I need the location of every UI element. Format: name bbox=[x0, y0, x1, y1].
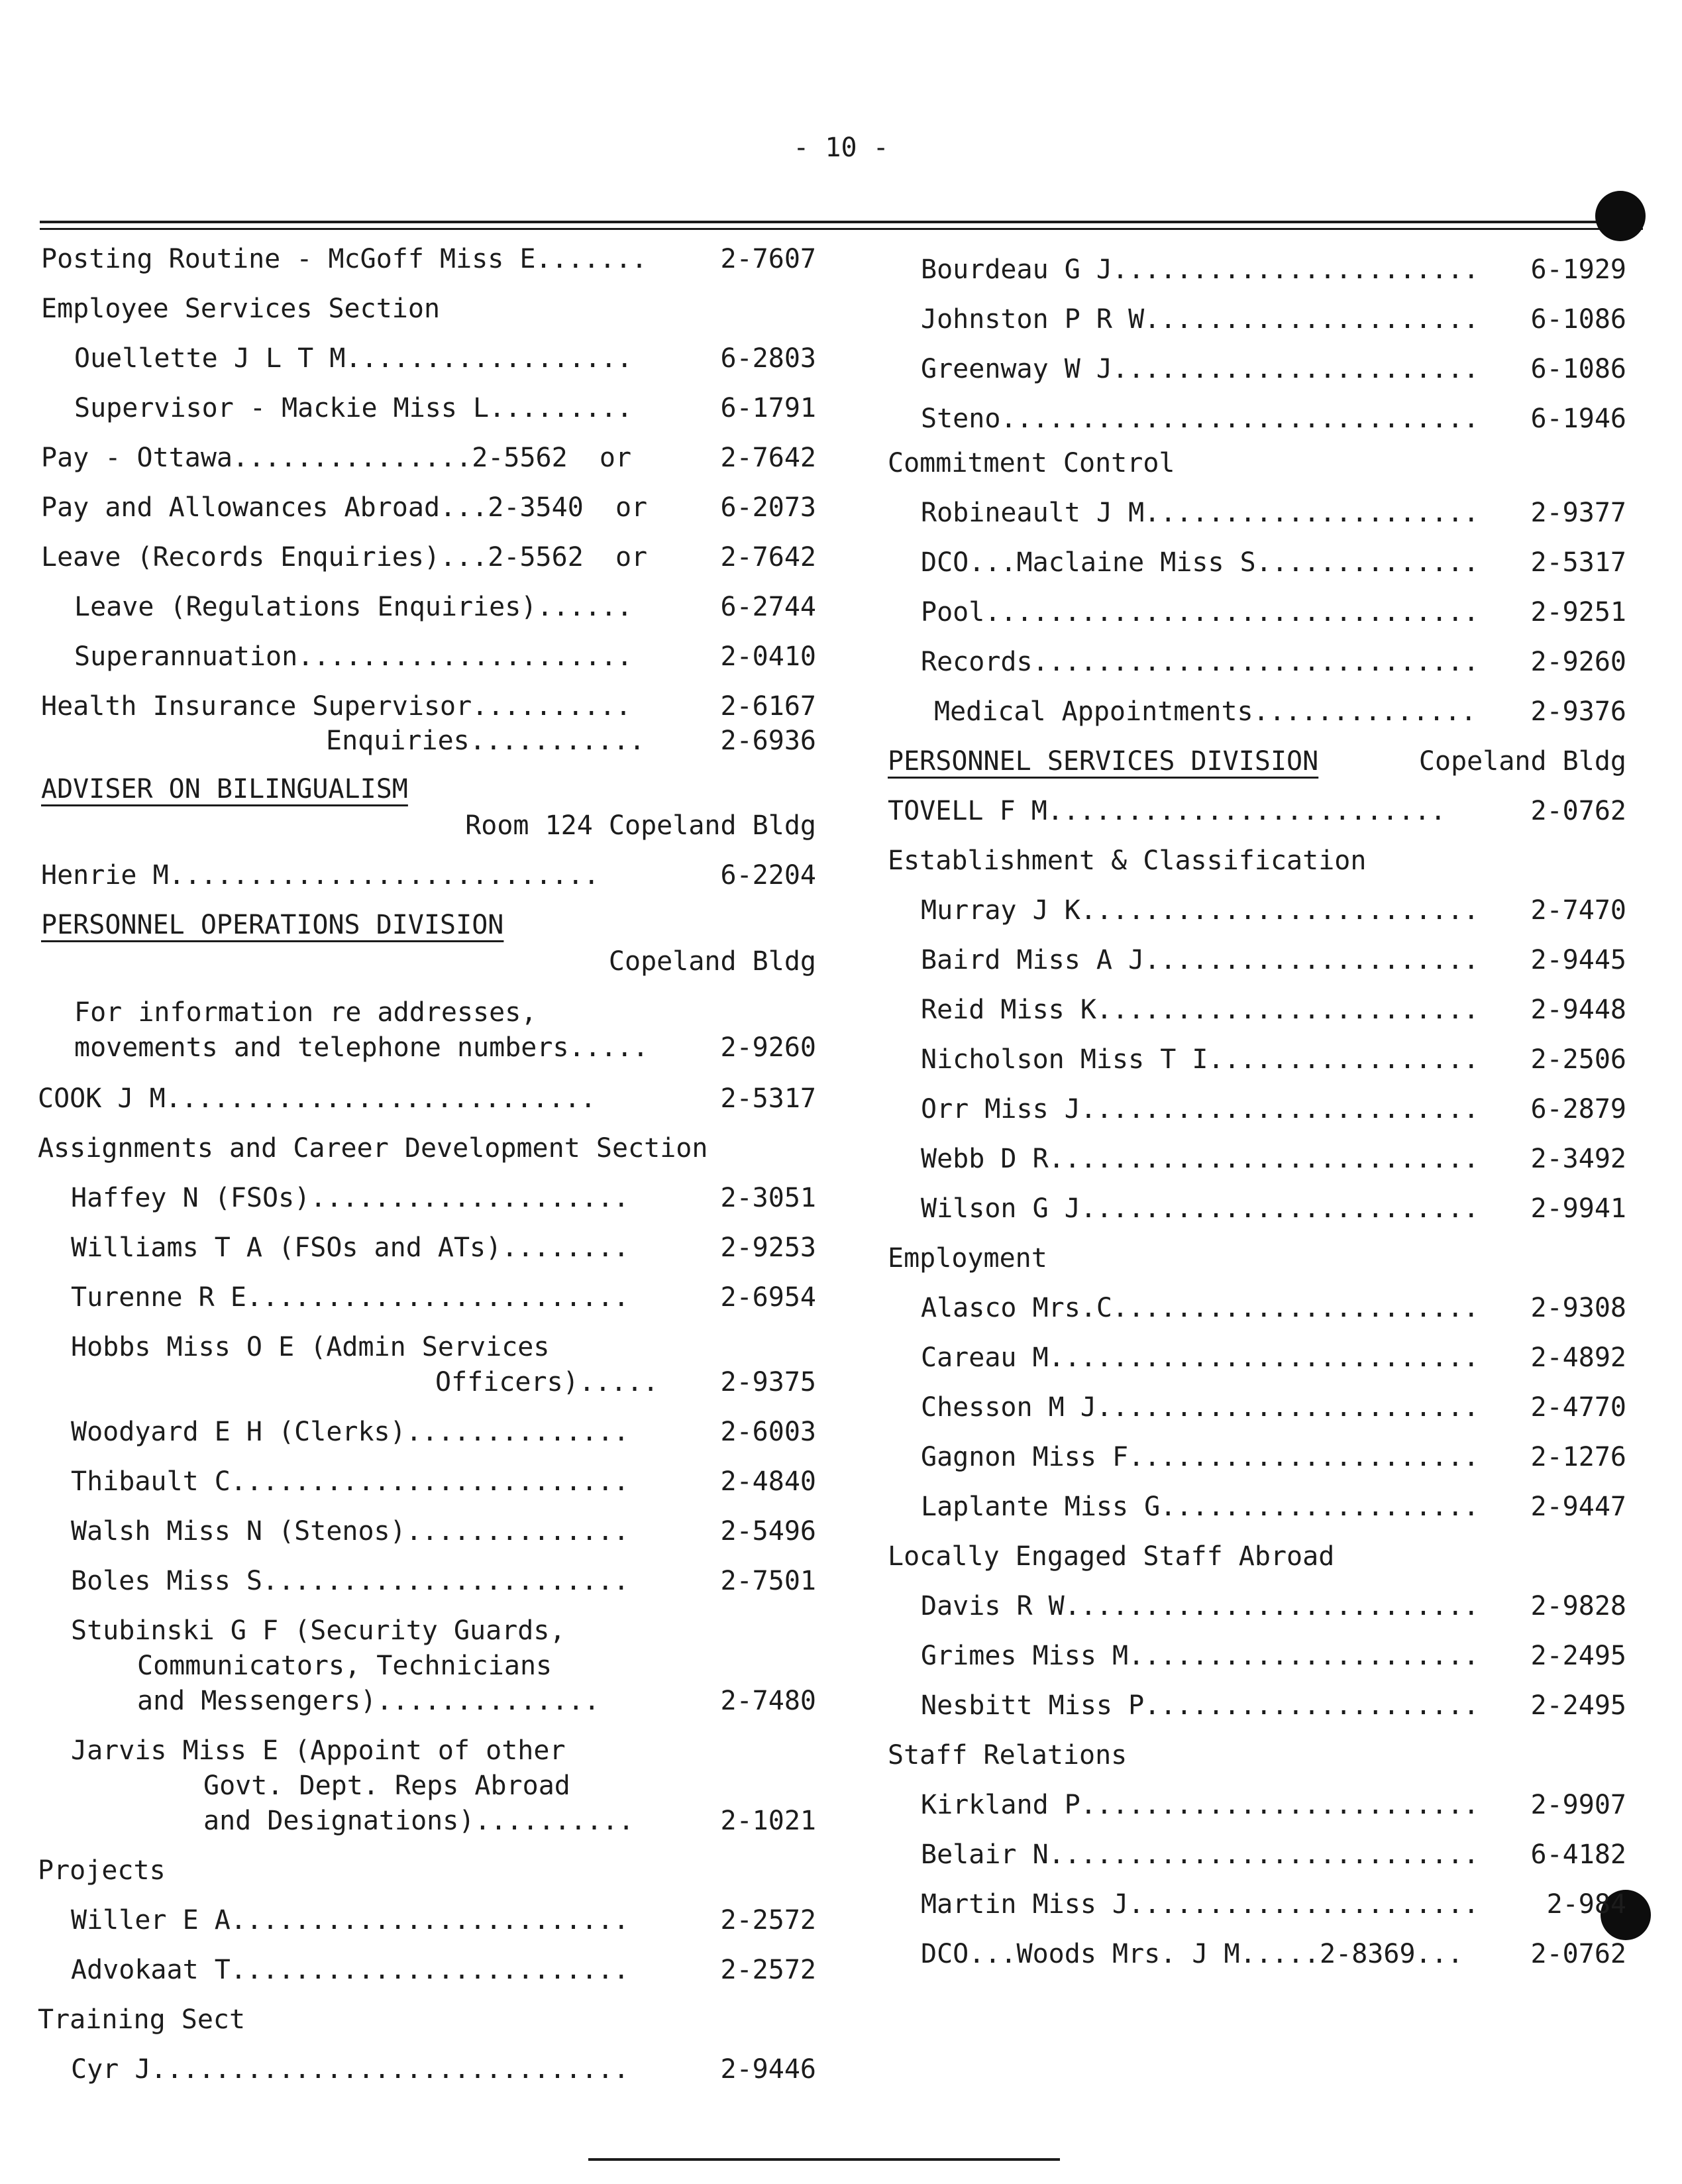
directory-entry bbox=[884, 1690, 1626, 1721]
directory-entry bbox=[34, 1905, 816, 1936]
directory-entry bbox=[34, 1686, 816, 1716]
entry-name: COOK J M........................... bbox=[38, 1083, 596, 1114]
directory-entry bbox=[884, 1839, 1626, 1870]
section-heading: ADVISER ON BILINGUALISM bbox=[41, 774, 408, 804]
phone-extension: 2-9445 bbox=[1530, 945, 1626, 975]
phone-extension: 2-9941 bbox=[1530, 1193, 1626, 1224]
entry-name: Robineault J M..................... bbox=[921, 498, 1479, 528]
directory-entry bbox=[34, 592, 816, 622]
phone-extension: 2-9377 bbox=[1530, 498, 1626, 528]
entry-name: Posting Routine - McGoff Miss E....... bbox=[41, 244, 648, 274]
directory-entry bbox=[884, 1243, 1626, 1274]
section-heading: For information re addresses, bbox=[74, 997, 537, 1028]
directory-entry bbox=[884, 1641, 1626, 1671]
section-heading: PERSONNEL OPERATIONS DIVISION bbox=[41, 910, 504, 940]
directory-entry bbox=[884, 647, 1626, 677]
entry-name: Martin Miss J...................... bbox=[921, 1889, 1479, 1920]
directory-entry bbox=[34, 1417, 816, 1447]
entry-name: Thibault C......................... bbox=[71, 1466, 629, 1497]
entry-name: Advokaat T......................... bbox=[71, 1955, 629, 1985]
top-rule bbox=[40, 221, 1643, 230]
directory-entry bbox=[884, 796, 1626, 826]
section-heading: Jarvis Miss E (Appoint of other bbox=[71, 1735, 566, 1766]
entry-name: Williams T A (FSOs and ATs)........ bbox=[71, 1232, 629, 1263]
entry-name: PERSONNEL SERVICES DIVISION bbox=[888, 746, 1319, 777]
entry-name: Supervisor - Mackie Miss L......... bbox=[74, 393, 633, 423]
directory-entry bbox=[884, 1939, 1626, 1969]
directory-entry bbox=[34, 492, 816, 523]
directory-entry bbox=[34, 542, 816, 573]
entry-name: Reid Miss K........................ bbox=[921, 995, 1479, 1025]
entry-name: Medical Appointments.............. bbox=[934, 696, 1477, 727]
directory-entry bbox=[884, 404, 1626, 434]
directory-entry bbox=[34, 2054, 816, 2085]
entry-name: Nesbitt Miss P..................... bbox=[921, 1690, 1479, 1721]
phone-extension: 2-4840 bbox=[720, 1466, 816, 1497]
phone-extension: 2-9448 bbox=[1530, 995, 1626, 1025]
phone-extension: 2-9447 bbox=[1530, 1492, 1626, 1522]
phone-extension: 6-2744 bbox=[720, 592, 816, 622]
entry-name: Nicholson Miss T I................. bbox=[921, 1044, 1479, 1075]
directory-entry bbox=[884, 1591, 1626, 1621]
directory-entry bbox=[884, 1342, 1626, 1373]
phone-extension: 2-2572 bbox=[720, 1905, 816, 1936]
phone-extension: 2-9446 bbox=[720, 2054, 816, 2085]
entry-name: Officers)..... bbox=[435, 1367, 659, 1397]
section-heading: Copeland Bldg bbox=[608, 946, 816, 977]
entry-name: TOVELL F M......................... bbox=[888, 796, 1446, 826]
entry-name: Orr Miss J......................... bbox=[921, 1094, 1479, 1124]
bottom-rule bbox=[588, 2158, 1060, 2161]
directory-entry bbox=[34, 1516, 816, 1547]
directory-entry bbox=[34, 244, 816, 274]
directory-entry bbox=[884, 746, 1626, 777]
phone-extension: 2-6003 bbox=[720, 1417, 816, 1447]
entry-name: Health Insurance Supervisor.......... bbox=[41, 691, 632, 722]
phone-extension: 2-7480 bbox=[720, 1686, 816, 1716]
directory-entry bbox=[34, 810, 816, 841]
phone-extension: 2-7501 bbox=[720, 1566, 816, 1596]
phone-extension: 6-4182 bbox=[1530, 1839, 1626, 1870]
directory-entry bbox=[34, 393, 816, 423]
page-number: - 10 - bbox=[793, 133, 889, 163]
entry-name: Haffey N (FSOs).................... bbox=[71, 1183, 629, 1213]
directory-entry bbox=[884, 1740, 1626, 1771]
entry-name: Pool............................... bbox=[921, 597, 1479, 628]
entry-name: Baird Miss A J..................... bbox=[921, 945, 1479, 975]
directory-entry bbox=[34, 1232, 816, 1263]
section-heading: Locally Engaged Staff Abroad bbox=[888, 1541, 1335, 1572]
directory-entry bbox=[34, 1032, 816, 1063]
entry-name: Pay and Allowances Abroad...2-3540 or bbox=[41, 492, 648, 523]
entry-name: Superannuation..................... bbox=[74, 641, 633, 672]
directory-entry bbox=[34, 1566, 816, 1596]
phone-extension: 2-9376 bbox=[1530, 696, 1626, 727]
entry-name: Laplante Miss G.................... bbox=[921, 1492, 1479, 1522]
directory-entry bbox=[884, 354, 1626, 384]
directory-entry bbox=[884, 304, 1626, 335]
phone-extension: 2-9253 bbox=[720, 1232, 816, 1263]
phone-extension: 6-1086 bbox=[1530, 304, 1626, 335]
entry-name: Davis R W.......................... bbox=[921, 1591, 1479, 1621]
directory-entry bbox=[884, 895, 1626, 926]
section-heading: Employee Services Section bbox=[41, 294, 441, 324]
entry-name: Greenway W J....................... bbox=[921, 354, 1479, 384]
entry-name: Kirkland P......................... bbox=[921, 1790, 1479, 1820]
directory-entry bbox=[34, 1332, 816, 1362]
directory-entry bbox=[884, 1144, 1626, 1174]
phone-extension: 2-2495 bbox=[1530, 1641, 1626, 1671]
entry-name: and Messengers).............. bbox=[137, 1686, 600, 1716]
section-heading: Room 124 Copeland Bldg bbox=[465, 810, 816, 841]
phone-extension: 2-1021 bbox=[720, 1806, 816, 1836]
phone-extension: 2-2495 bbox=[1530, 1690, 1626, 1721]
entry-name: Records............................ bbox=[921, 647, 1479, 677]
directory-entry bbox=[884, 547, 1626, 578]
phone-extension: 2-2506 bbox=[1530, 1044, 1626, 1075]
phone-extension: Copeland Bldg bbox=[1418, 746, 1626, 777]
phone-extension: 2-6936 bbox=[720, 726, 816, 756]
entry-name: Johnston P R W..................... bbox=[921, 304, 1479, 335]
phone-extension: 2-9375 bbox=[720, 1367, 816, 1397]
phone-extension: 2-4892 bbox=[1530, 1342, 1626, 1373]
directory-entry bbox=[34, 2004, 816, 2035]
directory-entry bbox=[34, 1771, 816, 1801]
phone-extension: 2-0762 bbox=[1530, 796, 1626, 826]
directory-entry bbox=[884, 1790, 1626, 1820]
entry-name: DCO...Woods Mrs. J M.....2-8369... bbox=[921, 1939, 1463, 1969]
phone-extension: 2-7642 bbox=[720, 542, 816, 573]
directory-entry bbox=[34, 1651, 816, 1681]
phone-extension: 2-1276 bbox=[1530, 1442, 1626, 1472]
directory-entry bbox=[884, 1392, 1626, 1423]
punch-hole-mark bbox=[1595, 191, 1646, 241]
entry-name: Wilson G J......................... bbox=[921, 1193, 1479, 1224]
entry-name: Woodyard E H (Clerks).............. bbox=[71, 1417, 629, 1447]
phone-extension: 2-7470 bbox=[1530, 895, 1626, 926]
phone-extension: 2-3051 bbox=[720, 1183, 816, 1213]
directory-entry bbox=[34, 910, 816, 940]
section-heading: Projects bbox=[38, 1855, 166, 1886]
section-heading: Communicators, Technicians bbox=[137, 1651, 552, 1681]
entry-name: Murray J K......................... bbox=[921, 895, 1479, 926]
phone-extension: 2-5496 bbox=[720, 1516, 816, 1547]
phone-extension: 6-1086 bbox=[1530, 354, 1626, 384]
entry-name: Walsh Miss N (Stenos).............. bbox=[71, 1516, 629, 1547]
entry-name: Willer E A......................... bbox=[71, 1905, 629, 1936]
directory-entry bbox=[34, 641, 816, 672]
phone-extension: 6-2879 bbox=[1530, 1094, 1626, 1124]
directory-entry bbox=[34, 774, 816, 804]
section-heading: Staff Relations bbox=[888, 1740, 1128, 1771]
phone-extension: 2-4770 bbox=[1530, 1392, 1626, 1423]
entry-name: Bourdeau G J....................... bbox=[921, 254, 1479, 285]
directory-entry bbox=[884, 995, 1626, 1025]
phone-extension: 2-9260 bbox=[1530, 647, 1626, 677]
directory-entry bbox=[34, 1183, 816, 1213]
phone-extension: 2-9260 bbox=[720, 1032, 816, 1063]
directory-entry bbox=[884, 1193, 1626, 1224]
section-heading: Employment bbox=[888, 1243, 1047, 1274]
directory-entry bbox=[884, 254, 1626, 285]
phone-extension: 2-0762 bbox=[1530, 1939, 1626, 1969]
phone-extension: 2-3492 bbox=[1530, 1144, 1626, 1174]
entry-name: Steno.............................. bbox=[921, 404, 1479, 434]
phone-extension: 2-6167 bbox=[720, 691, 816, 722]
directory-entry bbox=[884, 696, 1626, 727]
entry-name: DCO...Maclaine Miss S.............. bbox=[921, 547, 1479, 578]
entry-name: Belair N........................... bbox=[921, 1839, 1479, 1870]
directory-entry bbox=[884, 1442, 1626, 1472]
phone-extension: 6-1929 bbox=[1530, 254, 1626, 285]
directory-entry bbox=[884, 1293, 1626, 1323]
directory-entry bbox=[884, 1094, 1626, 1124]
entry-name: Pay - Ottawa...............2-5562 or bbox=[41, 443, 632, 473]
section-heading: Commitment Control bbox=[888, 448, 1175, 478]
entry-name: Gagnon Miss F...................... bbox=[921, 1442, 1479, 1472]
section-heading: Govt. Dept. Reps Abroad bbox=[203, 1771, 570, 1801]
entry-name: Turenne R E........................ bbox=[71, 1282, 629, 1313]
phone-extension: 2-9251 bbox=[1530, 597, 1626, 628]
phone-extension: 6-2073 bbox=[720, 492, 816, 523]
phone-extension: 2-2572 bbox=[720, 1955, 816, 1985]
phone-extension: 2-9308 bbox=[1530, 1293, 1626, 1323]
directory-entry bbox=[884, 1492, 1626, 1522]
section-heading: Establishment & Classification bbox=[888, 846, 1367, 876]
directory-entry bbox=[884, 945, 1626, 975]
entry-name: Grimes Miss M...................... bbox=[921, 1641, 1479, 1671]
directory-entry bbox=[34, 1282, 816, 1313]
entry-name: Cyr J.............................. bbox=[71, 2054, 629, 2085]
phone-extension: 2-6954 bbox=[720, 1282, 816, 1313]
phone-extension: 6-2803 bbox=[720, 343, 816, 374]
entry-name: and Designations).......... bbox=[203, 1806, 635, 1836]
phone-extension: 6-2204 bbox=[720, 860, 816, 891]
directory-entry bbox=[884, 1889, 1626, 1920]
entry-name: Enquiries........... bbox=[326, 726, 645, 756]
phone-extension: 2-0410 bbox=[720, 641, 816, 672]
directory-entry bbox=[884, 1541, 1626, 1572]
entry-name: Alasco Mrs.C....................... bbox=[921, 1293, 1479, 1323]
section-heading: Hobbs Miss O E (Admin Services bbox=[71, 1332, 550, 1362]
section-heading: Assignments and Career Development Section bbox=[38, 1133, 708, 1164]
directory-entry bbox=[34, 860, 816, 891]
entry-name: Careau M........................... bbox=[921, 1342, 1479, 1373]
directory-entry bbox=[34, 1955, 816, 1985]
entry-name: Webb D R........................... bbox=[921, 1144, 1479, 1174]
directory-entry bbox=[884, 597, 1626, 628]
directory-entry bbox=[884, 498, 1626, 528]
directory-entry bbox=[34, 1133, 816, 1164]
phone-extension: 2-9907 bbox=[1530, 1790, 1626, 1820]
directory-entry bbox=[34, 726, 816, 756]
directory-entry bbox=[34, 997, 816, 1028]
section-heading: Training Sect bbox=[38, 2004, 246, 2035]
directory-entry bbox=[34, 443, 816, 473]
entry-name: Ouellette J L T M.................. bbox=[74, 343, 633, 374]
directory-entry bbox=[34, 1735, 816, 1766]
directory-entry bbox=[34, 691, 816, 722]
phone-extension: 6-1791 bbox=[720, 393, 816, 423]
directory-entry bbox=[34, 1615, 816, 1646]
phone-extension: 2-7642 bbox=[720, 443, 816, 473]
directory-entry bbox=[884, 1044, 1626, 1075]
directory-entry bbox=[34, 1466, 816, 1497]
phone-extension: 2-984 bbox=[1546, 1889, 1626, 1920]
phone-extension: 2-9828 bbox=[1530, 1591, 1626, 1621]
entry-name: Boles Miss S....................... bbox=[71, 1566, 629, 1596]
entry-name: Henrie M........................... bbox=[41, 860, 600, 891]
phone-extension: 6-1946 bbox=[1530, 404, 1626, 434]
entry-name: Chesson M J........................ bbox=[921, 1392, 1479, 1423]
section-heading: Stubinski G F (Security Guards, bbox=[71, 1615, 566, 1646]
directory-entry bbox=[884, 846, 1626, 876]
directory-entry bbox=[34, 1806, 816, 1836]
phone-extension: 2-7607 bbox=[720, 244, 816, 274]
entry-name: Leave (Regulations Enquiries)...... bbox=[74, 592, 633, 622]
directory-entry bbox=[34, 343, 816, 374]
entry-name: Leave (Records Enquiries)...2-5562 or bbox=[41, 542, 648, 573]
directory-entry bbox=[34, 1367, 816, 1397]
directory-entry bbox=[34, 294, 816, 324]
entry-name: movements and telephone numbers..... bbox=[74, 1032, 649, 1063]
phone-extension: 2-5317 bbox=[1530, 547, 1626, 578]
phone-extension: 2-5317 bbox=[720, 1083, 816, 1114]
directory-entry bbox=[884, 448, 1626, 478]
directory-entry bbox=[34, 1855, 816, 1886]
directory-entry bbox=[34, 946, 816, 977]
directory-entry bbox=[34, 1083, 816, 1114]
